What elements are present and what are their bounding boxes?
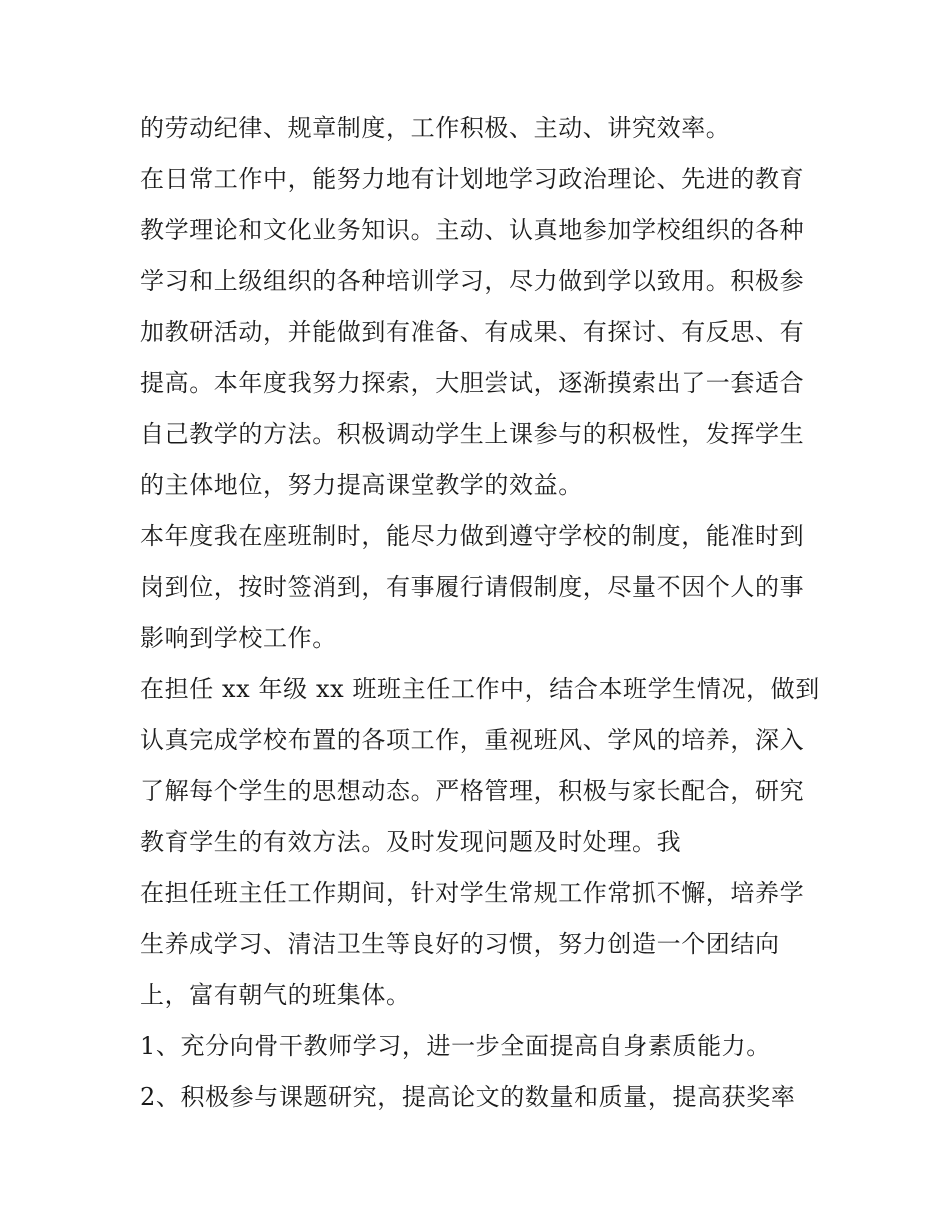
text-line: 的主体地位，努力提高课堂教学的效益。 [140,471,583,499]
text-line: 了解每个学生的思想动态。严格管理，积极与家长配合，研究 [140,777,805,805]
text-line: 上，富有朝气的班集体。 [140,981,411,1009]
text-line: 教学理论和文化业务知识。主动、认真地参加学校组织的各种 [140,216,805,244]
text-line: 在担任 xx 年级 xx 班班主任工作中，结合本班学生情况，做到 [140,675,820,703]
text-line: 2、积极参与课题研究，提高论文的数量和质量，提高获奖率 [140,1083,796,1111]
text-line: 本年度我在座班制时，能尽力做到遵守学校的制度，能准时到 [140,522,805,550]
text-line: 加教研活动，并能做到有准备、有成果、有探讨、有反思、有 [140,318,805,346]
text-line: 教育学生的有效方法。及时发现问题及时处理。我 [140,828,682,856]
text-line: 提高。本年度我努力探索，大胆尝试，逐渐摸索出了一套适合 [140,369,805,397]
text-line: 在日常工作中，能努力地有计划地学习政治理论、先进的教育 [140,165,805,193]
text-line: 岗到位，按时签消到，有事履行请假制度，尽量不因个人的事 [140,573,805,601]
text-line: 自己教学的方法。积极调动学生上课参与的积极性，发挥学生 [140,420,805,448]
text-line: 学习和上级组织的各种培训学习，尽力做到学以致用。积极参 [140,267,805,295]
text-line: 影响到学校工作。 [140,624,337,652]
text-line: 1、充分向骨干教师学习，进一步全面提高自身素质能力。 [140,1032,771,1060]
text-line: 认真完成学校布置的各项工作，重视班风、学风的培养，深入 [140,726,805,754]
text-line: 的劳动纪律、规章制度，工作积极、主动、讲究效率。 [140,114,731,142]
text-line: 生养成学习、清洁卫生等良好的习惯，努力创造一个团结向 [140,930,780,958]
text-line: 在担任班主任工作期间，针对学生常规工作常抓不懈，培养学 [140,879,805,907]
